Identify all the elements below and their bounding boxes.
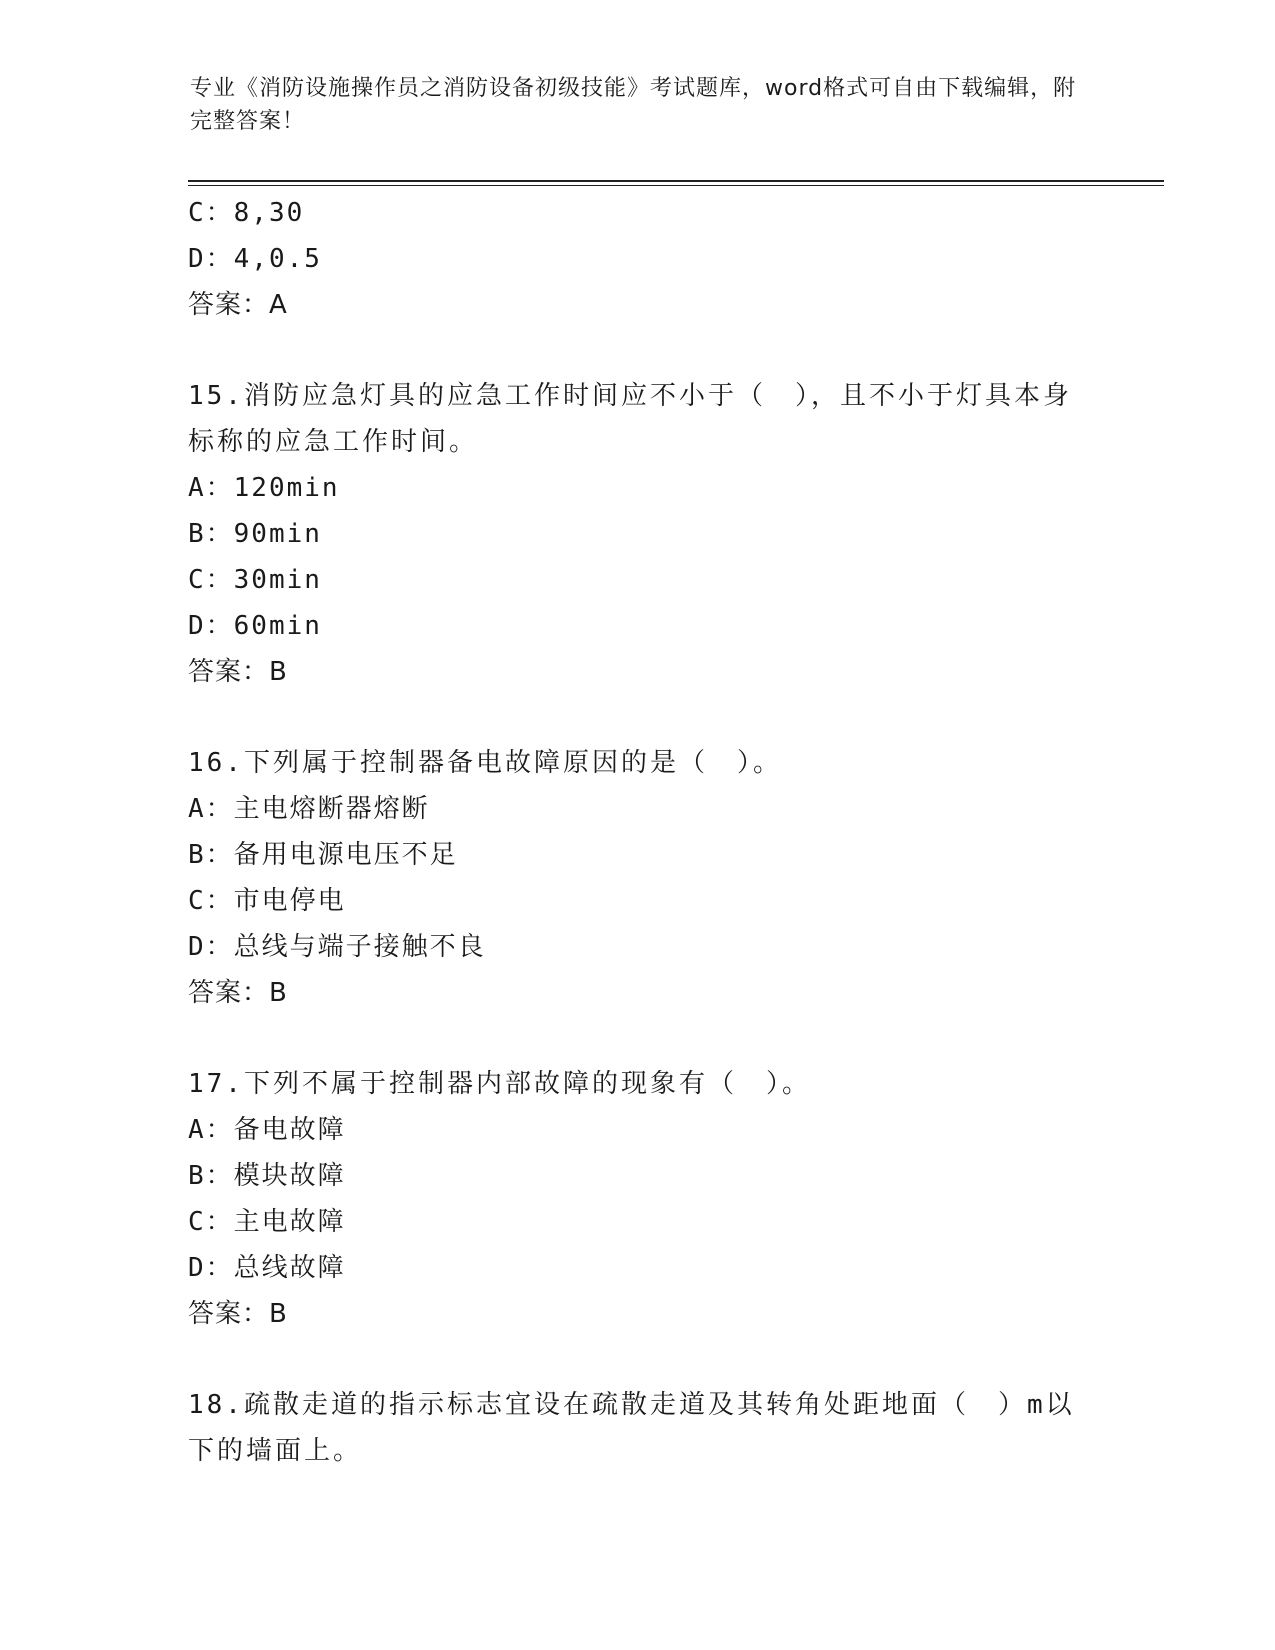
question-14-tail <box>188 190 1088 328</box>
answer: 答案：A <box>188 290 288 320</box>
option-d: D：总线故障 <box>188 1253 346 1283</box>
question-18 <box>188 1382 1088 1474</box>
answer: 答案：B <box>188 1299 288 1329</box>
option-a: A：主电熔断器熔断 <box>188 794 430 824</box>
question-stem: 15.消防应急灯具的应急工作时间应不小于（ ），且不小于灯具本身标称的应急工作时间。 <box>188 381 1072 457</box>
option-c: C：8,30 <box>188 198 305 228</box>
option-c: C：市电停电 <box>188 886 346 916</box>
page-header: 专业《消防设施操作员之消防设备初级技能》考试题库，word格式可自由下载编辑，附完整答案！ <box>190 76 1077 134</box>
option-b: B：备用电源电压不足 <box>188 840 458 870</box>
option-c: C：主电故障 <box>188 1207 346 1237</box>
header-divider-thin <box>188 185 1164 186</box>
question-stem: 18.疏散走道的指示标志宜设在疏散走道及其转角处距地面（ ）m以下的墙面上。 <box>188 1390 1075 1466</box>
option-d: D：4,0.5 <box>188 244 322 274</box>
answer: 答案：B <box>188 978 288 1008</box>
header-divider <box>188 180 1164 182</box>
question-list <box>188 190 1088 1474</box>
option-d: D：总线与端子接触不良 <box>188 932 486 962</box>
option-b: B：模块故障 <box>188 1161 346 1191</box>
question-16 <box>188 740 1088 1016</box>
question-stem: 17.下列不属于控制器内部故障的现象有（ ）。 <box>188 1069 811 1099</box>
option-a: A：备电故障 <box>188 1115 346 1145</box>
option-b: B：90min <box>188 519 322 549</box>
question-stem: 16.下列属于控制器备电故障原因的是（ ）。 <box>188 748 782 778</box>
option-c: C：30min <box>188 565 322 595</box>
question-17 <box>188 1061 1088 1337</box>
answer: 答案：B <box>188 657 288 687</box>
option-a: A：120min <box>188 473 340 503</box>
option-d: D：60min <box>188 611 322 641</box>
question-15 <box>188 373 1088 695</box>
